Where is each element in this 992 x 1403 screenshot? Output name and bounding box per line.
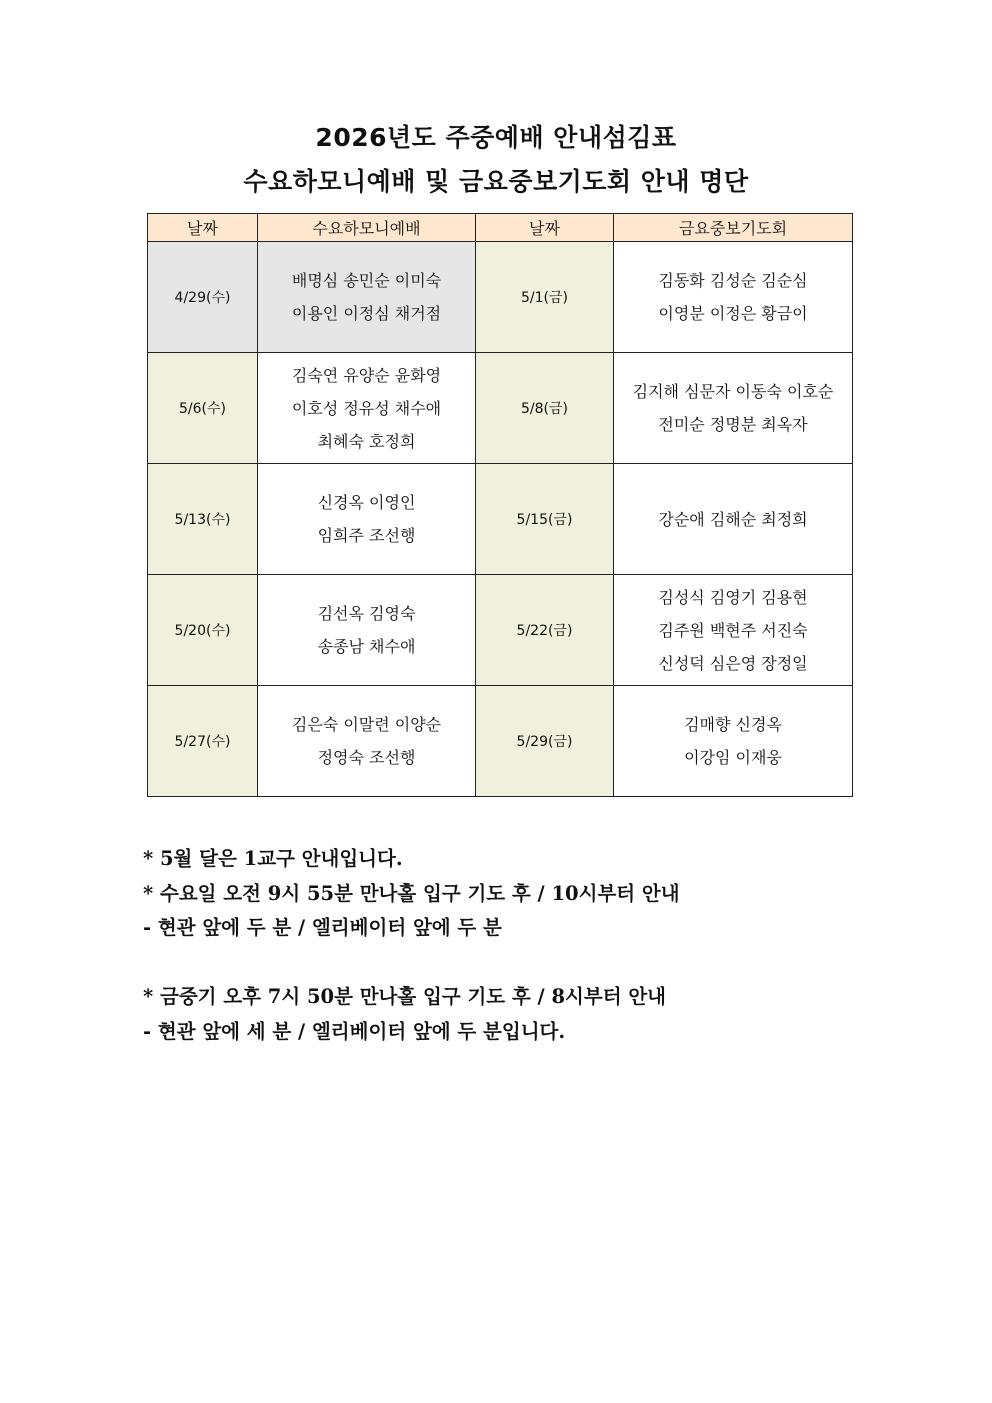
wed-names-cell (258, 464, 476, 575)
name-line: 배명심 송민순 이미숙 (291, 271, 442, 290)
fri-date-cell: 5/1(금) (476, 242, 614, 353)
fri-names-cell (614, 353, 853, 464)
fri-names-cell (614, 242, 853, 353)
note-line: * 수요일 오전 9시 55분 만나홀 입구 기도 후 / 10시부터 안내 (143, 881, 680, 905)
name-line: 이영분 이정은 황금이 (658, 304, 808, 323)
document-title: 2026년도 주중예배 안내섬김표 (315, 123, 677, 152)
wed-names-cell (258, 353, 476, 464)
note-line: * 금중기 오후 7시 50분 만나홀 입구 기도 후 / 8시부터 안내 (143, 985, 667, 1008)
wed-date-cell: 5/13(수) (148, 464, 258, 575)
wed-date-cell: 5/27(수) (148, 686, 258, 797)
name-line: 김매향 신경옥 (684, 715, 782, 734)
note-spacer (143, 946, 903, 981)
name-line: 김지해 심문자 이동숙 이호순 (632, 382, 834, 401)
name-line: 정영숙 조선행 (317, 748, 416, 767)
name-line: 신성덕 심은영 장정일 (658, 653, 808, 673)
wed-date-cell: 4/29(수) (148, 242, 258, 353)
header-wed-service: 수요하모니예배 (258, 214, 476, 242)
name-line: 김선옥 김영숙 (317, 604, 416, 623)
name-line: 전미순 정명분 최옥자 (658, 415, 808, 434)
table-header-row (148, 214, 853, 242)
fri-names-cell (614, 575, 853, 686)
note-line: - 현관 앞에 두 분 / 엘리베이터 앞에 두 분 (143, 916, 502, 939)
name-line: 김동화 김성순 김순심 (658, 271, 808, 290)
name-line: 신경옥 이영인 (317, 493, 416, 512)
name-line: 이강임 이재웅 (684, 748, 782, 767)
wed-date-cell: 5/6(수) (148, 353, 258, 464)
name-line: 강순애 김해순 최정희 (658, 509, 808, 529)
name-line: 최혜숙 호정희 (317, 431, 416, 451)
fri-date-cell: 5/15(금) (476, 464, 614, 575)
wed-names-cell (258, 242, 476, 353)
table-row (148, 686, 853, 797)
note-line: - 현관 앞에 세 분 / 엘리베이터 앞에 두 분입니다. (143, 1019, 566, 1043)
table-row (148, 464, 853, 575)
fri-names-cell (614, 464, 853, 575)
table-row (148, 575, 853, 686)
document-subtitle: 수요하모니예배 및 금요중보기도회 안내 명단 (243, 167, 749, 196)
header-fri-date: 날짜 (476, 214, 614, 242)
wed-names-cell (258, 686, 476, 797)
schedule-table (147, 213, 853, 797)
name-line: 송종남 채수애 (317, 637, 416, 656)
table-row (148, 353, 853, 464)
header-fri-service: 금요중보기도회 (614, 214, 853, 242)
note-line: * 5월 달은 1교구 안내입니다. (143, 847, 403, 870)
fri-date-cell: 5/22(금) (476, 575, 614, 686)
fri-names-cell (614, 686, 853, 797)
name-line: 이용인 이정심 채거점 (291, 304, 442, 323)
table-row (148, 242, 853, 353)
fri-date-cell: 5/8(금) (476, 353, 614, 464)
name-line: 김은숙 이말련 이양순 (291, 715, 442, 734)
notes-section (143, 842, 903, 1049)
name-line: 김주원 백현주 서진숙 (658, 620, 808, 640)
fri-date-cell: 5/29(금) (476, 686, 614, 797)
name-line: 김숙연 유양순 윤화영 (291, 365, 442, 385)
name-line: 임희주 조선행 (317, 526, 416, 545)
name-line: 이호성 정유성 채수애 (291, 398, 442, 418)
wed-date-cell: 5/20(수) (148, 575, 258, 686)
name-line: 김성식 김영기 김용현 (658, 587, 808, 607)
wed-names-cell (258, 575, 476, 686)
header-wed-date: 날짜 (148, 214, 258, 242)
